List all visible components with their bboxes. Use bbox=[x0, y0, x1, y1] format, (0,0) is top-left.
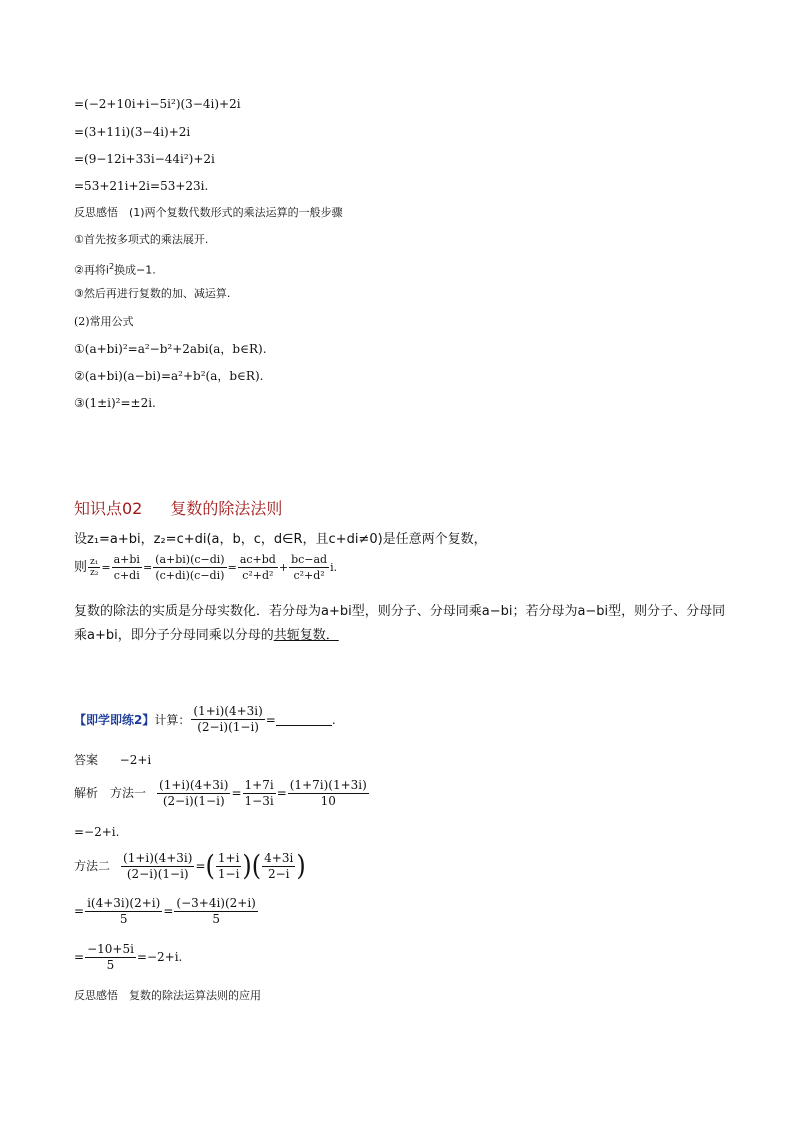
m2-frac-6 bbox=[85, 942, 136, 973]
answer-value: −2+i bbox=[119, 753, 152, 767]
division-formula: 则 $\frac{\text{z₁}}{\text{z₂}}$ = $\frac{a+bi}{c+di}$ = $\frac{(a+bi)(c-di)}{(c+di)(c-di)}$ = $\frac{ac+bd}{\text{c²+d²}}$ + $\frac{bc-ad}{\text{c²+d²}}$ i. bbox=[74, 553, 338, 582]
m2-frac-5 bbox=[174, 896, 257, 927]
frac-den: (2−i)(1−i) bbox=[197, 720, 259, 734]
m2-frac-4 bbox=[85, 896, 162, 927]
frac-den: (2−i)(1−i) bbox=[126, 866, 189, 881]
frac-num: i(4+3i)(2+i) bbox=[87, 895, 161, 910]
m2-frac-1 bbox=[121, 851, 194, 882]
step-3: ③然后再进行复数的加、减运算. bbox=[74, 287, 231, 300]
frac-den: c²+d² bbox=[242, 569, 274, 582]
frac-num: (−3+4i)(2+i) bbox=[176, 895, 256, 910]
formula-frac-ab bbox=[112, 552, 142, 583]
frac-num: bc−ad bbox=[291, 553, 328, 566]
answer-blank bbox=[276, 713, 332, 726]
then-label: 则 bbox=[74, 559, 88, 575]
method-2-step-2: = $\frac{i(4+3i)(2+i)}{5}$ = $\frac{(-3+4i)(2+i)}{5}$ bbox=[74, 895, 256, 926]
frac-den: z₂ bbox=[90, 568, 99, 578]
frac-num: (1+i)(4+3i) bbox=[159, 777, 229, 792]
frac-den: c²+d² bbox=[293, 569, 325, 582]
frac-den: 5 bbox=[106, 957, 115, 972]
frac-den: (c+di)(c−di) bbox=[155, 569, 225, 582]
frac-den: 1−3i bbox=[244, 793, 274, 808]
section-heading bbox=[74, 496, 282, 519]
method-2-label: 方法二 bbox=[74, 859, 111, 873]
formula-title: (2)常用公式 bbox=[74, 315, 134, 328]
frac-num: (1+i)(4+3i) bbox=[123, 850, 193, 865]
calc-line-1: =(−2+10i+i−5i²)(3−4i)+2i bbox=[74, 97, 241, 111]
plus-sign: + bbox=[278, 560, 289, 574]
calc-line-4: =53+21i+2i=53+23i. bbox=[74, 179, 209, 193]
step-1: ①首先按多项式的乘法展开. bbox=[74, 233, 209, 246]
formula-1: ①(a+bi)²=a²−b²+2abi(a，b∈R). bbox=[74, 342, 267, 356]
formula-2: ②(a+bi)(a−bi)=a²+b²(a，b∈R). bbox=[74, 369, 264, 383]
frac-num: (1+i)(4+3i) bbox=[193, 704, 263, 718]
method-2-line: 方法二 $\frac{(1+i)(4+3i)}{(2-i)(1-i)}$ = ( $\frac{1+i}{1-i}$ ) ( $\frac{4+3i}{2-i}$ ) bbox=[74, 849, 306, 883]
step-2-post: 换成−1. bbox=[114, 263, 156, 277]
frac-num: (1+7i)(1+3i) bbox=[289, 777, 367, 792]
method-2-step-3: = $\frac{-10+5i}{5}$ =−2+i. bbox=[74, 940, 182, 974]
frac-den: 10 bbox=[320, 793, 336, 808]
exercise-end: . bbox=[331, 712, 336, 727]
m1-frac-1 bbox=[157, 778, 230, 809]
m1-frac-2 bbox=[243, 778, 276, 809]
frac-num: 1+7i bbox=[244, 777, 274, 792]
frac-den: c+di bbox=[113, 569, 140, 582]
formula-frac-z bbox=[88, 557, 100, 578]
exercise-prompt: 计算： bbox=[154, 712, 191, 727]
section-number: 知识点02 bbox=[74, 499, 143, 518]
exercise-fraction bbox=[191, 704, 264, 735]
frac-den: 1−i bbox=[217, 866, 240, 881]
frac-den: (2−i)(1−i) bbox=[162, 793, 225, 808]
calc-line-3: =(9−12i+33i−44i²)+2i bbox=[74, 152, 215, 166]
frac-den: 5 bbox=[212, 911, 220, 926]
answer-line bbox=[74, 752, 151, 768]
exercise-eq: = bbox=[265, 712, 276, 727]
step-2-pre: ②再将 bbox=[74, 263, 106, 277]
answer-label: 答案 bbox=[74, 753, 99, 767]
method-2-result: =−2+i. bbox=[136, 950, 183, 964]
formula-tail: i. bbox=[330, 560, 338, 574]
step-2-i: i bbox=[105, 263, 109, 277]
step-2 bbox=[74, 259, 156, 279]
frac-num: ac+bd bbox=[239, 553, 276, 566]
method-1-line: 解析 方法一 $\frac{(1+i)(4+3i)}{(2-i)(1-i)}$ = $\frac{1+7i}{1-3i}$ = $\frac{(1+7i)(1+3i)}{10}$ bbox=[74, 776, 370, 810]
formula-frac-real bbox=[238, 552, 278, 583]
division-explanation bbox=[74, 600, 734, 648]
division-definition: 设z₁=a+bi，z₂=c+di(a，b，c，d∈R，且c+di≠0)是任意两个复数， bbox=[74, 532, 487, 547]
explanation-text: 复数的除法的实质是分母实数化．若分母为a+bi型，则分子、分母同乘a−bi；若分母为a−bi型，则分子、分母同乘a+bi，即分子分母同乘以分母的 bbox=[74, 604, 726, 643]
reflection-title: 反思感悟 (1)两个复数代数形式的乘法运算的一般步骤 bbox=[74, 206, 343, 219]
frac-num: a+bi bbox=[113, 553, 140, 566]
frac-num: −10+5i bbox=[87, 941, 134, 956]
formula-frac-imag bbox=[289, 552, 329, 583]
frac-den: 5 bbox=[119, 911, 128, 926]
frac-num: (a+bi)(c−di) bbox=[155, 553, 225, 566]
step-2-sup: 2 bbox=[108, 262, 115, 271]
formula-3: ③(1±i)²=±2i. bbox=[74, 396, 156, 410]
paren-open: ( bbox=[205, 849, 215, 883]
frac-num: z₁ bbox=[90, 557, 99, 567]
conjugate-term: 共轭复数． bbox=[273, 628, 339, 643]
paren-open: ( bbox=[251, 849, 262, 883]
m2-frac-3 bbox=[262, 851, 295, 882]
reflection-division: 反思感悟 复数的除法运算法则的应用 bbox=[74, 989, 261, 1002]
paren-close: ) bbox=[242, 849, 252, 883]
section-title: 复数的除法法则 bbox=[170, 499, 283, 518]
frac-den: 2−i bbox=[267, 866, 290, 881]
exercise-line bbox=[74, 704, 336, 735]
method-1-result: =−2+i. bbox=[74, 825, 120, 839]
calc-line-2: =(3+11i)(3−4i)+2i bbox=[74, 125, 191, 139]
m1-frac-3 bbox=[288, 778, 369, 809]
frac-num: 4+3i bbox=[264, 850, 294, 865]
frac-num: 1+i bbox=[217, 850, 240, 865]
solution-label: 解析 bbox=[74, 786, 99, 800]
exercise-tag: 【即学即练2】 bbox=[74, 712, 155, 727]
formula-frac-product bbox=[153, 552, 226, 583]
m2-frac-2 bbox=[216, 851, 242, 882]
paren-close: ) bbox=[296, 849, 306, 883]
method-1-label: 方法一 bbox=[110, 786, 147, 800]
